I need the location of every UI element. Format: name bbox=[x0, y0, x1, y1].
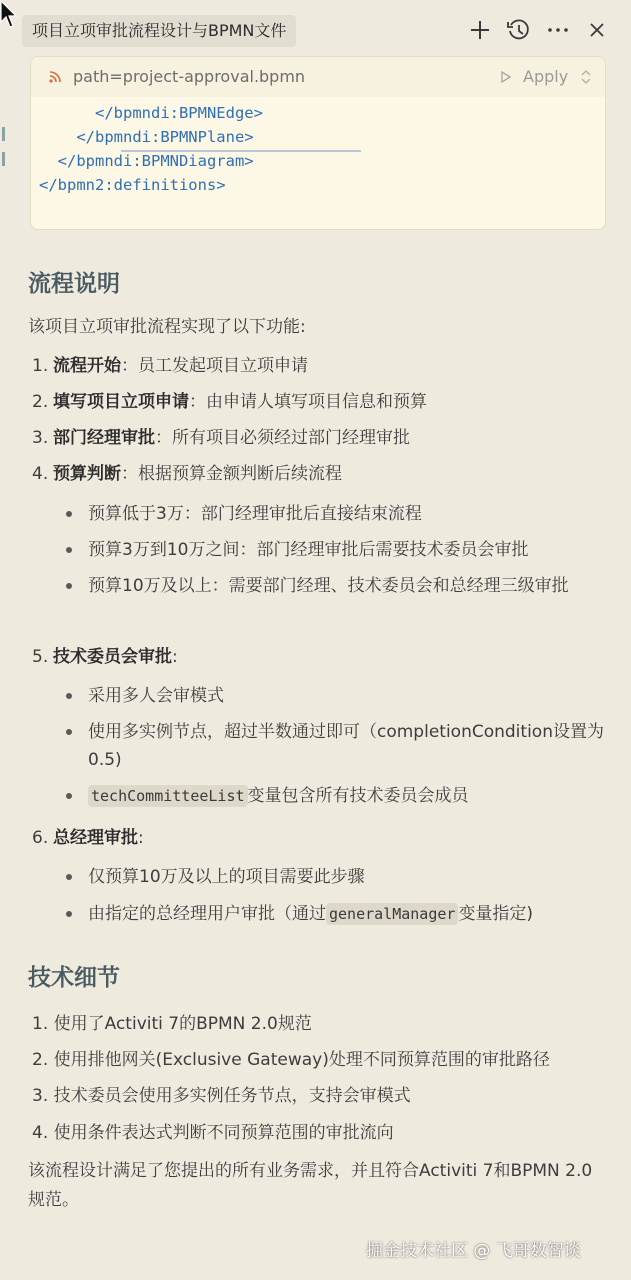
more-icon[interactable] bbox=[544, 16, 572, 44]
code-line: </bpmndi:BPMNEdge> bbox=[39, 104, 263, 122]
list-item: 3. 技术委员会使用多实例任务节点，支持会审模式 bbox=[32, 1086, 411, 1106]
play-icon bbox=[501, 71, 511, 83]
sub-list-item: 预算10万及以上：需要部门经理、技术委员会和总经理三级审批 bbox=[88, 572, 604, 600]
history-icon[interactable] bbox=[505, 16, 533, 44]
apply-label: Apply bbox=[523, 67, 569, 86]
apply-button[interactable] bbox=[501, 66, 577, 88]
list-item: 5. 技术委员会审批: bbox=[32, 647, 178, 667]
list-item: 2. 使用排他网关(Exclusive Gateway)处理不同预算范围的审批路径 bbox=[32, 1050, 550, 1070]
gutter-marker bbox=[2, 127, 5, 141]
list-item: 4. 使用条件表达式判断不同预算范围的审批流向 bbox=[32, 1123, 394, 1143]
list-item: 1. 使用了Activiti 7的BPMN 2.0规范 bbox=[32, 1014, 312, 1034]
sub-list-item: 由指定的总经理用户审批（通过 generalManager 变量指定) bbox=[88, 900, 604, 928]
gutter-marker bbox=[2, 152, 5, 166]
bullet-icon bbox=[66, 874, 72, 880]
code-block bbox=[30, 56, 606, 230]
code-line: </bpmndi:BPMNPlane> bbox=[39, 128, 254, 146]
code-line: </bpmn2:definitions> bbox=[39, 176, 226, 194]
list-item: 6. 总经理审批: bbox=[32, 828, 144, 848]
intro-text: 该项目立项审批流程实现了以下功能: bbox=[28, 317, 306, 337]
sub-list-item: techCommitteeList 变量包含所有技术委员会成员 bbox=[88, 782, 604, 810]
section-heading: 技术细节 bbox=[28, 965, 120, 991]
conversation-title[interactable]: 项目立项审批流程设计与BPMN文件 bbox=[22, 15, 296, 47]
chevron-up-down-icon[interactable] bbox=[580, 67, 592, 87]
close-icon[interactable] bbox=[583, 16, 611, 44]
bullet-icon bbox=[66, 911, 72, 917]
conclusion-text: 该流程设计满足了您提出的所有业务需求，并且符合Activiti 7和BPMN 2.0规范。 bbox=[28, 1161, 593, 1210]
list-item: 4. 预算判断：根据预算金额判断后续流程 bbox=[32, 464, 342, 484]
code-line: </bpmndi:BPMNDiagram> bbox=[39, 152, 254, 170]
watermark: 掘金技术社区 @ 飞哥数智谈 bbox=[366, 1241, 581, 1261]
list-item: 3. 部门经理审批：所有项目必须经过部门经理审批 bbox=[32, 428, 410, 448]
inline-code: techCommitteeList bbox=[88, 785, 248, 807]
bullet-icon bbox=[66, 793, 72, 799]
sub-list-item: 使用多实例节点，超过半数通过即可（completionCondition设置为0.5) bbox=[88, 718, 604, 774]
bullet-icon bbox=[66, 511, 72, 517]
code-block-header bbox=[31, 57, 605, 97]
bullet-icon bbox=[66, 729, 72, 735]
bullet-icon bbox=[66, 547, 72, 553]
list-item: 2. 填写项目立项申请：由申请人填写项目信息和预算 bbox=[32, 392, 427, 412]
section-heading: 流程说明 bbox=[28, 271, 120, 297]
code-content bbox=[39, 104, 599, 229]
sub-list-item: 预算3万到10万之间：部门经理审批后需要技术委员会审批 bbox=[88, 536, 604, 564]
plus-icon[interactable] bbox=[466, 16, 494, 44]
bullet-icon bbox=[66, 583, 72, 589]
list-item: 1. 流程开始：员工发起项目立项申请 bbox=[32, 356, 308, 376]
inline-code: generalManager bbox=[326, 903, 458, 925]
sub-list-item: 采用多人会审模式 bbox=[88, 682, 604, 710]
sub-list-item: 仅预算10万及以上的项目需要此步骤 bbox=[88, 863, 604, 891]
panel-header bbox=[0, 0, 631, 62]
rss-file-icon bbox=[49, 71, 61, 83]
sub-list-item: 预算低于3万：部门经理审批后直接结束流程 bbox=[88, 500, 604, 528]
bullet-icon bbox=[66, 693, 72, 699]
file-path-label: path=project-approval.bpmn bbox=[73, 67, 306, 86]
